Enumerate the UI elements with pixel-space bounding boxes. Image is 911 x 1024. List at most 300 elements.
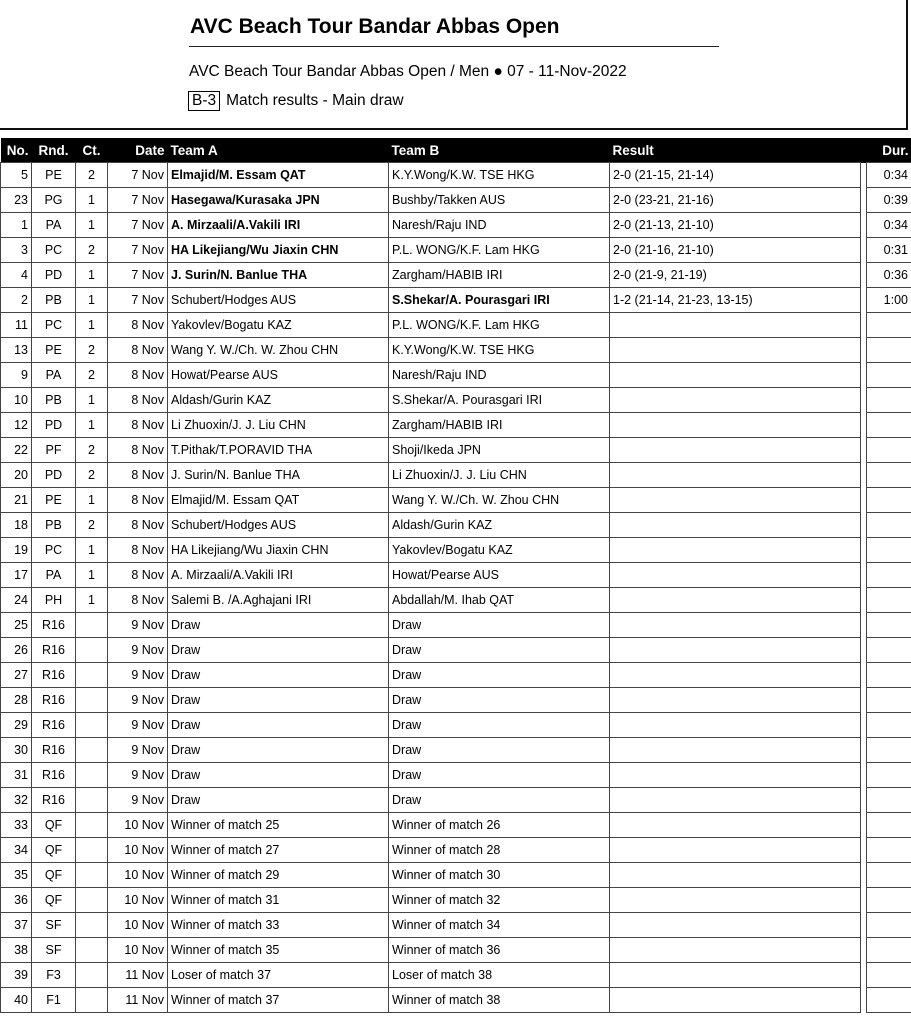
cell-result [610,313,861,338]
cell-court [76,663,108,688]
cell-result [610,463,861,488]
cell-no: 19 [1,538,32,563]
table-row [1,888,911,913]
cell-result [610,338,861,363]
cell-round: QF [32,888,76,913]
cell-team-a: Winner of match 35 [168,938,389,963]
cell-duration [867,463,911,488]
cell-court: 2 [76,438,108,463]
table-row [1,238,911,263]
cell-round: PE [32,488,76,513]
cell-result [610,663,861,688]
cell-team-a: HA Likejiang/Wu Jiaxin CHN [168,238,389,263]
cell-date: 9 Nov [108,688,168,713]
table-row [1,288,911,313]
cell-no: 18 [1,513,32,538]
cell-round: F3 [32,963,76,988]
cell-team-b: Winner of match 30 [389,863,610,888]
cell-no: 39 [1,963,32,988]
results-table [0,138,911,1013]
cell-duration [867,638,911,663]
cell-date: 8 Nov [108,313,168,338]
cell-result [610,763,861,788]
cell-duration: 0:31 [867,238,911,263]
event-subtitle: AVC Beach Tour Bandar Abbas Open / Men ● 07 - 11-Nov-2022 [189,63,627,80]
cell-round: R16 [32,763,76,788]
cell-result [610,513,861,538]
cell-no: 22 [1,438,32,463]
cell-court [76,838,108,863]
cell-date: 9 Nov [108,788,168,813]
cell-round: PC [32,538,76,563]
table-row [1,488,911,513]
cell-team-a: Elmajid/M. Essam QAT [168,488,389,513]
cell-date: 9 Nov [108,613,168,638]
cell-no: 37 [1,913,32,938]
cell-round: SF [32,938,76,963]
cell-team-b: Loser of match 38 [389,963,610,988]
cell-team-a: Winner of match 37 [168,988,389,1013]
cell-round: PA [32,363,76,388]
col-header-duration: Dur. [867,138,911,163]
cell-date: 9 Nov [108,663,168,688]
cell-duration [867,838,911,863]
cell-result [610,913,861,938]
cell-team-b: Winner of match 34 [389,913,610,938]
cell-no: 26 [1,638,32,663]
cell-no: 1 [1,213,32,238]
cell-result: 2-0 (23-21, 21-16) [610,188,861,213]
cell-result [610,713,861,738]
cell-team-b: Draw [389,663,610,688]
cell-round: PH [32,588,76,613]
col-header-result: Result [610,138,861,163]
table-row [1,863,911,888]
cell-team-b: S.Shekar/A. Pourasgari IRI [389,388,610,413]
cell-no: 40 [1,988,32,1013]
cell-date: 10 Nov [108,813,168,838]
cell-date: 10 Nov [108,838,168,863]
cell-no: 9 [1,363,32,388]
cell-round: PA [32,213,76,238]
cell-team-b: Wang Y. W./Ch. W. Zhou CHN [389,488,610,513]
cell-result: 2-0 (21-9, 21-19) [610,263,861,288]
cell-round: R16 [32,663,76,688]
cell-court [76,638,108,663]
cell-team-b: Winner of match 32 [389,888,610,913]
report-name: Match results - Main draw [226,92,404,109]
cell-court: 1 [76,288,108,313]
cell-date: 8 Nov [108,388,168,413]
cell-no: 10 [1,388,32,413]
cell-team-b: Winner of match 38 [389,988,610,1013]
table-row [1,713,911,738]
cell-date: 8 Nov [108,513,168,538]
cell-team-b: Naresh/Raju IND [389,213,610,238]
table-row [1,163,911,188]
cell-team-b: Winner of match 26 [389,813,610,838]
cell-result [610,638,861,663]
cell-date: 10 Nov [108,863,168,888]
cell-date: 9 Nov [108,763,168,788]
cell-court: 2 [76,238,108,263]
cell-team-a: Howat/Pearse AUS [168,363,389,388]
cell-duration: 0:36 [867,263,911,288]
cell-court: 1 [76,313,108,338]
cell-team-b: Draw [389,763,610,788]
cell-result [610,888,861,913]
cell-no: 29 [1,713,32,738]
cell-no: 20 [1,463,32,488]
cell-team-b: Draw [389,713,610,738]
cell-round: R16 [32,613,76,638]
cell-date: 7 Nov [108,288,168,313]
cell-team-a: Schubert/Hodges AUS [168,513,389,538]
cell-round: PD [32,463,76,488]
table-row [1,613,911,638]
cell-team-a: Draw [168,638,389,663]
cell-team-a: J. Surin/N. Banlue THA [168,463,389,488]
cell-round: R16 [32,738,76,763]
cell-team-b: Bushby/Takken AUS [389,188,610,213]
cell-date: 8 Nov [108,563,168,588]
cell-team-a: Yakovlev/Bogatu KAZ [168,313,389,338]
cell-date: 8 Nov [108,463,168,488]
cell-duration: 0:34 [867,163,911,188]
cell-result [610,363,861,388]
table-header-row [1,138,911,163]
cell-team-b: Zargham/HABIB IRI [389,413,610,438]
cell-date: 9 Nov [108,713,168,738]
cell-no: 33 [1,813,32,838]
cell-duration [867,313,911,338]
cell-date: 8 Nov [108,588,168,613]
cell-duration [867,938,911,963]
cell-round: PD [32,263,76,288]
cell-no: 25 [1,613,32,638]
cell-duration [867,988,911,1013]
cell-no: 35 [1,863,32,888]
cell-result: 2-0 (21-13, 21-10) [610,213,861,238]
cell-court [76,913,108,938]
cell-team-a: Salemi B. /A.Aghajani IRI [168,588,389,613]
table-row [1,513,911,538]
cell-duration [867,513,911,538]
cell-result [610,813,861,838]
cell-duration [867,913,911,938]
cell-team-a: Winner of match 33 [168,913,389,938]
cell-result [610,963,861,988]
cell-result [610,688,861,713]
cell-duration [867,813,911,838]
cell-duration [867,738,911,763]
cell-date: 8 Nov [108,338,168,363]
cell-round: PC [32,313,76,338]
cell-round: QF [32,863,76,888]
cell-team-a: A. Mirzaali/A.Vakili IRI [168,213,389,238]
cell-round: R16 [32,638,76,663]
cell-round: QF [32,813,76,838]
cell-no: 36 [1,888,32,913]
cell-team-b: Draw [389,688,610,713]
cell-result [610,863,861,888]
cell-court [76,988,108,1013]
col-header-no: No. [1,138,32,163]
cell-round: R16 [32,788,76,813]
table-row [1,538,911,563]
cell-team-a: Winner of match 31 [168,888,389,913]
cell-round: R16 [32,688,76,713]
cell-court [76,963,108,988]
cell-round: PG [32,188,76,213]
cell-result: 1-2 (21-14, 21-23, 13-15) [610,288,861,313]
cell-team-b: Draw [389,613,610,638]
cell-result [610,438,861,463]
table-row [1,913,911,938]
table-row [1,413,911,438]
cell-team-a: Draw [168,763,389,788]
cell-team-b: K.Y.Wong/K.W. TSE HKG [389,163,610,188]
cell-date: 11 Nov [108,988,168,1013]
cell-duration [867,488,911,513]
cell-round: PB [32,388,76,413]
cell-round: PE [32,338,76,363]
cell-team-b: Draw [389,788,610,813]
table-row [1,263,911,288]
cell-court [76,613,108,638]
cell-no: 17 [1,563,32,588]
cell-result [610,538,861,563]
cell-round: PD [32,413,76,438]
cell-result [610,488,861,513]
cell-court [76,888,108,913]
cell-team-a: J. Surin/N. Banlue THA [168,263,389,288]
cell-no: 21 [1,488,32,513]
cell-date: 8 Nov [108,413,168,438]
cell-team-a: Li Zhuoxin/J. J. Liu CHN [168,413,389,438]
cell-date: 10 Nov [108,888,168,913]
cell-duration [867,588,911,613]
cell-date: 7 Nov [108,263,168,288]
report-heading [188,91,404,111]
table-row [1,838,911,863]
cell-duration [867,763,911,788]
cell-team-a: Winner of match 27 [168,838,389,863]
cell-team-b: Draw [389,638,610,663]
cell-team-a: Draw [168,738,389,763]
cell-duration [867,438,911,463]
cell-court [76,938,108,963]
cell-duration [867,663,911,688]
cell-no: 2 [1,288,32,313]
cell-team-a: HA Likejiang/Wu Jiaxin CHN [168,538,389,563]
cell-court [76,813,108,838]
cell-no: 28 [1,688,32,713]
cell-no: 3 [1,238,32,263]
cell-duration [867,563,911,588]
cell-date: 7 Nov [108,213,168,238]
cell-team-b: Yakovlev/Bogatu KAZ [389,538,610,563]
cell-team-a: Elmajid/M. Essam QAT [168,163,389,188]
cell-round: SF [32,913,76,938]
table-row [1,563,911,588]
cell-court [76,763,108,788]
cell-result [610,388,861,413]
cell-round: PB [32,513,76,538]
cell-duration: 0:39 [867,188,911,213]
cell-no: 34 [1,838,32,863]
cell-duration [867,688,911,713]
cell-no: 31 [1,763,32,788]
cell-round: F1 [32,988,76,1013]
cell-court: 2 [76,463,108,488]
cell-court [76,863,108,888]
table-row [1,388,911,413]
table-row [1,813,911,838]
cell-result [610,563,861,588]
cell-date: 7 Nov [108,188,168,213]
table-row [1,463,911,488]
cell-team-b: S.Shekar/A. Pourasgari IRI [389,288,610,313]
cell-team-a: Loser of match 37 [168,963,389,988]
cell-duration [867,388,911,413]
cell-round: PA [32,563,76,588]
table-row [1,363,911,388]
col-header-team-a: Team A [168,138,389,163]
cell-round: PE [32,163,76,188]
cell-team-a: T.Pithak/T.PORAVID THA [168,438,389,463]
cell-date: 8 Nov [108,363,168,388]
table-row [1,438,911,463]
cell-no: 12 [1,413,32,438]
table-row [1,638,911,663]
cell-result: 2-0 (21-16, 21-10) [610,238,861,263]
cell-duration [867,963,911,988]
cell-team-b: Winner of match 28 [389,838,610,863]
cell-duration [867,363,911,388]
cell-court: 1 [76,538,108,563]
cell-court: 1 [76,388,108,413]
table-row [1,188,911,213]
cell-duration: 1:00 [867,288,911,313]
col-header-team-b: Team B [389,138,610,163]
cell-round: PF [32,438,76,463]
cell-team-b: P.L. WONG/K.F. Lam HKG [389,238,610,263]
cell-team-b: Abdallah/M. Ihab QAT [389,588,610,613]
page-title: AVC Beach Tour Bandar Abbas Open [190,15,560,38]
cell-duration [867,863,911,888]
cell-court [76,738,108,763]
cell-result [610,738,861,763]
cell-duration: 0:34 [867,213,911,238]
table-row [1,213,911,238]
col-header-round: Rnd. [32,138,76,163]
table-row [1,763,911,788]
cell-team-a: Draw [168,663,389,688]
table-row [1,963,911,988]
cell-result [610,788,861,813]
cell-no: 13 [1,338,32,363]
table-row [1,588,911,613]
table-row [1,938,911,963]
cell-date: 11 Nov [108,963,168,988]
cell-team-b: K.Y.Wong/K.W. TSE HKG [389,338,610,363]
col-header-court: Ct. [76,138,108,163]
cell-court: 1 [76,263,108,288]
cell-court: 1 [76,213,108,238]
cell-result: 2-0 (21-15, 21-14) [610,163,861,188]
cell-team-b: Shoji/Ikeda JPN [389,438,610,463]
cell-duration [867,713,911,738]
cell-team-a: Schubert/Hodges AUS [168,288,389,313]
cell-team-a: Aldash/Gurin KAZ [168,388,389,413]
cell-team-a: A. Mirzaali/A.Vakili IRI [168,563,389,588]
cell-court: 2 [76,163,108,188]
cell-team-b: Li Zhuoxin/J. J. Liu CHN [389,463,610,488]
cell-court: 1 [76,188,108,213]
table-row [1,338,911,363]
cell-team-b: Howat/Pearse AUS [389,563,610,588]
cell-team-a: Draw [168,613,389,638]
cell-team-a: Draw [168,688,389,713]
cell-no: 23 [1,188,32,213]
cell-no: 32 [1,788,32,813]
cell-no: 30 [1,738,32,763]
cell-team-a: Winner of match 29 [168,863,389,888]
cell-result [610,988,861,1013]
cell-no: 27 [1,663,32,688]
cell-result [610,588,861,613]
cell-no: 5 [1,163,32,188]
table-row [1,788,911,813]
cell-court [76,688,108,713]
cell-round: PB [32,288,76,313]
cell-result [610,613,861,638]
cell-date: 8 Nov [108,538,168,563]
cell-date: 10 Nov [108,938,168,963]
cell-duration [867,338,911,363]
cell-result [610,838,861,863]
table-row [1,988,911,1013]
table-row [1,313,911,338]
cell-date: 9 Nov [108,738,168,763]
cell-no: 4 [1,263,32,288]
cell-round: R16 [32,713,76,738]
cell-team-b: Aldash/Gurin KAZ [389,513,610,538]
cell-round: PC [32,238,76,263]
cell-team-a: Wang Y. W./Ch. W. Zhou CHN [168,338,389,363]
cell-result [610,938,861,963]
cell-result [610,413,861,438]
cell-court [76,713,108,738]
title-divider [189,46,719,47]
cell-duration [867,788,911,813]
col-header-date: Date [108,138,168,163]
table-row [1,688,911,713]
cell-team-b: Draw [389,738,610,763]
cell-date: 10 Nov [108,913,168,938]
cell-team-a: Hasegawa/Kurasaka JPN [168,188,389,213]
cell-court: 1 [76,588,108,613]
cell-duration [867,538,911,563]
cell-round: QF [32,838,76,863]
cell-team-a: Winner of match 25 [168,813,389,838]
cell-court: 2 [76,338,108,363]
cell-team-b: P.L. WONG/K.F. Lam HKG [389,313,610,338]
cell-court: 1 [76,563,108,588]
cell-court: 1 [76,488,108,513]
report-code-badge: B-3 [188,91,220,111]
